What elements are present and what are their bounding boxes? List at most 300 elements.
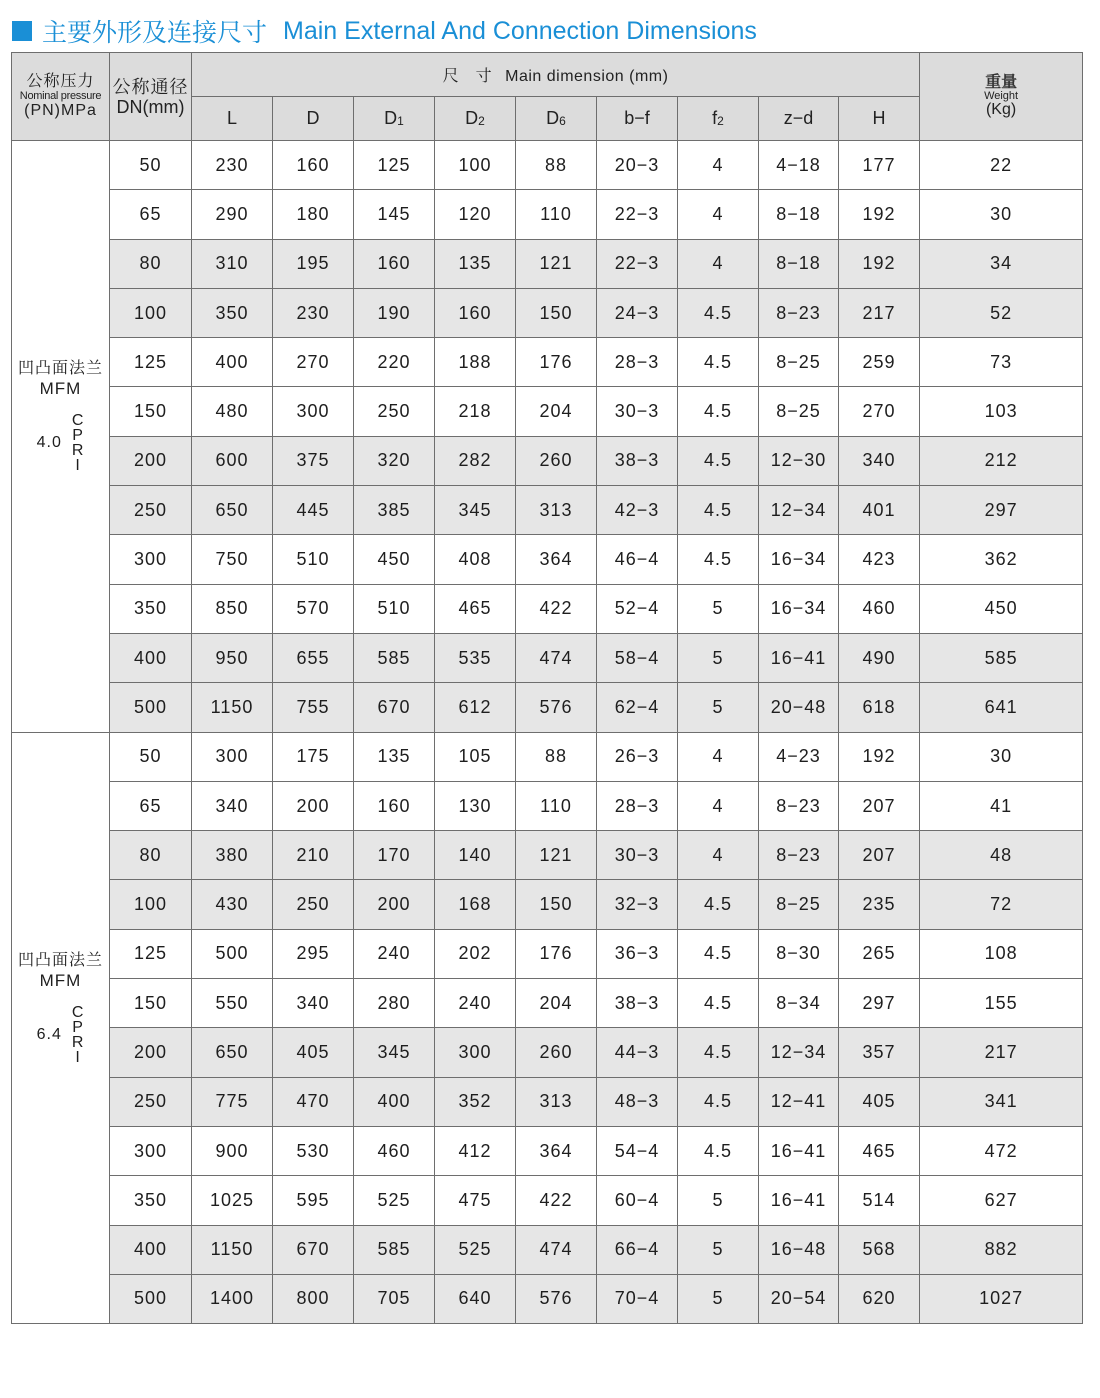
column-header-label: z−d xyxy=(783,108,814,128)
cell-f2: 4.5 xyxy=(678,979,759,1028)
table-row xyxy=(12,1176,1083,1225)
cell-d6: 313 xyxy=(516,486,597,535)
cell-bf: 62−4 xyxy=(597,683,678,732)
table-row xyxy=(12,535,1083,584)
header-pn-en-small: Nominal pressure xyxy=(19,90,102,102)
table-row xyxy=(12,190,1083,239)
cell-zd: 12−34 xyxy=(759,486,839,535)
cell-dn: 125 xyxy=(110,338,192,387)
cell-d6: 150 xyxy=(516,288,597,337)
cell-d1: 525 xyxy=(354,1176,435,1225)
cell-weight: 155 xyxy=(920,979,1083,1028)
cell-h: 265 xyxy=(839,929,920,978)
cell-dn: 250 xyxy=(110,486,192,535)
cell-zd: 16−41 xyxy=(759,1126,839,1175)
table-row xyxy=(12,929,1083,978)
cell-bf: 22−3 xyxy=(597,239,678,288)
cell-d2: 640 xyxy=(435,1274,516,1323)
cell-dn: 80 xyxy=(110,239,192,288)
pressure-group-label xyxy=(12,141,110,733)
cell-d: 160 xyxy=(273,141,354,190)
column-header-subscript: 2 xyxy=(717,114,724,128)
cell-d6: 88 xyxy=(516,141,597,190)
cell-d2: 130 xyxy=(435,781,516,830)
cell-h: 423 xyxy=(839,535,920,584)
cell-h: 618 xyxy=(839,683,920,732)
cell-d: 470 xyxy=(273,1077,354,1126)
cell-dn: 350 xyxy=(110,584,192,633)
cell-d6: 313 xyxy=(516,1077,597,1126)
cell-zd: 8−25 xyxy=(759,387,839,436)
column-header xyxy=(273,97,354,141)
cell-zd: 8−25 xyxy=(759,338,839,387)
table-row xyxy=(12,1225,1083,1274)
cell-l: 850 xyxy=(192,584,273,633)
cell-f2: 4.5 xyxy=(678,288,759,337)
cell-bf: 26−3 xyxy=(597,732,678,781)
cell-dn: 50 xyxy=(110,732,192,781)
cell-d2: 135 xyxy=(435,239,516,288)
cell-d1: 145 xyxy=(354,190,435,239)
cell-d2: 465 xyxy=(435,584,516,633)
standard-letter: I xyxy=(75,457,81,475)
cell-weight: 34 xyxy=(920,239,1083,288)
cell-d1: 345 xyxy=(354,1028,435,1077)
cell-bf: 28−3 xyxy=(597,338,678,387)
column-header-label: D xyxy=(465,108,479,128)
cell-d2: 475 xyxy=(435,1176,516,1225)
cell-d2: 282 xyxy=(435,436,516,485)
column-header xyxy=(192,97,273,141)
standard-letter: I xyxy=(75,1048,81,1066)
cell-d: 570 xyxy=(273,584,354,633)
header-main-dimension xyxy=(192,53,920,97)
cell-d6: 110 xyxy=(516,781,597,830)
cell-h: 357 xyxy=(839,1028,920,1077)
header-dn-cn: 公称通径 xyxy=(112,76,189,97)
cell-d: 405 xyxy=(273,1028,354,1077)
cell-d6: 260 xyxy=(516,436,597,485)
cell-h: 259 xyxy=(839,338,920,387)
cell-f2: 4 xyxy=(678,141,759,190)
cell-weight: 341 xyxy=(920,1077,1083,1126)
cell-h: 620 xyxy=(839,1274,920,1323)
cell-bf: 60−4 xyxy=(597,1176,678,1225)
cell-f2: 4.5 xyxy=(678,436,759,485)
cell-bf: 44−3 xyxy=(597,1028,678,1077)
cell-l: 430 xyxy=(192,880,273,929)
cell-f2: 5 xyxy=(678,1225,759,1274)
cell-bf: 20−3 xyxy=(597,141,678,190)
column-header-label: L xyxy=(226,108,237,128)
cell-weight: 212 xyxy=(920,436,1083,485)
cell-d: 800 xyxy=(273,1274,354,1323)
cell-d6: 176 xyxy=(516,338,597,387)
standard-letter: R xyxy=(71,442,85,460)
header-main-cn: 尺 寸 xyxy=(442,68,493,85)
table-row xyxy=(12,1126,1083,1175)
cell-zd: 12−41 xyxy=(759,1077,839,1126)
cell-l: 950 xyxy=(192,633,273,682)
cell-bf: 66−4 xyxy=(597,1225,678,1274)
table-row xyxy=(12,239,1083,288)
cell-l: 750 xyxy=(192,535,273,584)
cell-l: 310 xyxy=(192,239,273,288)
table-row xyxy=(12,831,1083,880)
standard-letter: C xyxy=(71,412,85,430)
table-row xyxy=(12,436,1083,485)
cell-zd: 8−23 xyxy=(759,781,839,830)
cell-f2: 4.5 xyxy=(678,880,759,929)
cell-zd: 8−30 xyxy=(759,929,839,978)
cell-d: 655 xyxy=(273,633,354,682)
cell-dn: 50 xyxy=(110,141,192,190)
cell-h: 405 xyxy=(839,1077,920,1126)
cell-d2: 345 xyxy=(435,486,516,535)
cell-d1: 125 xyxy=(354,141,435,190)
cell-bf: 30−3 xyxy=(597,831,678,880)
pressure-group-label xyxy=(12,732,110,1324)
column-header-label: H xyxy=(872,108,886,128)
cell-d6: 364 xyxy=(516,535,597,584)
table-row xyxy=(12,979,1083,1028)
cell-d2: 168 xyxy=(435,880,516,929)
header-weight-cn: 重量 xyxy=(985,74,1018,91)
cell-zd: 16−34 xyxy=(759,535,839,584)
header-pn-en: (PN)MPa xyxy=(24,102,97,119)
cell-d2: 240 xyxy=(435,979,516,1028)
column-header xyxy=(516,97,597,141)
cell-h: 192 xyxy=(839,190,920,239)
cell-f2: 4.5 xyxy=(678,1126,759,1175)
cell-h: 177 xyxy=(839,141,920,190)
cell-d: 530 xyxy=(273,1126,354,1175)
cell-d: 595 xyxy=(273,1176,354,1225)
cell-weight: 627 xyxy=(920,1176,1083,1225)
cell-dn: 350 xyxy=(110,1176,192,1225)
cell-d2: 408 xyxy=(435,535,516,584)
cell-f2: 4.5 xyxy=(678,1077,759,1126)
cell-l: 380 xyxy=(192,831,273,880)
cell-f2: 5 xyxy=(678,1176,759,1225)
column-header xyxy=(597,97,678,141)
standard-code xyxy=(72,1005,85,1065)
cell-d2: 105 xyxy=(435,732,516,781)
cell-h: 514 xyxy=(839,1176,920,1225)
cell-d2: 300 xyxy=(435,1028,516,1077)
cell-d: 295 xyxy=(273,929,354,978)
table-row xyxy=(12,1077,1083,1126)
cell-dn: 80 xyxy=(110,831,192,880)
cell-weight: 52 xyxy=(920,288,1083,337)
cell-d6: 576 xyxy=(516,683,597,732)
cell-d2: 140 xyxy=(435,831,516,880)
cell-d6: 422 xyxy=(516,584,597,633)
cell-zd: 8−18 xyxy=(759,190,839,239)
cell-l: 1025 xyxy=(192,1176,273,1225)
flange-type-cn: 凹凸面法兰 xyxy=(17,951,103,969)
cell-f2: 4.5 xyxy=(678,486,759,535)
cell-l: 290 xyxy=(192,190,273,239)
cell-l: 480 xyxy=(192,387,273,436)
cell-d1: 320 xyxy=(354,436,435,485)
cell-f2: 4 xyxy=(678,732,759,781)
cell-bf: 54−4 xyxy=(597,1126,678,1175)
cell-zd: 20−48 xyxy=(759,683,839,732)
cell-d1: 385 xyxy=(354,486,435,535)
cell-d6: 150 xyxy=(516,880,597,929)
cell-zd: 16−41 xyxy=(759,1176,839,1225)
cell-bf: 52−4 xyxy=(597,584,678,633)
cell-weight: 585 xyxy=(920,633,1083,682)
cell-d1: 220 xyxy=(354,338,435,387)
cell-d1: 585 xyxy=(354,633,435,682)
cell-weight: 30 xyxy=(920,190,1083,239)
cell-weight: 641 xyxy=(920,683,1083,732)
cell-f2: 4.5 xyxy=(678,338,759,387)
cell-dn: 125 xyxy=(110,929,192,978)
cell-h: 460 xyxy=(839,584,920,633)
cell-h: 235 xyxy=(839,880,920,929)
table-row xyxy=(12,732,1083,781)
cell-d1: 250 xyxy=(354,387,435,436)
cell-dn: 65 xyxy=(110,190,192,239)
header-main-en: Main dimension (mm) xyxy=(505,68,669,85)
cell-h: 490 xyxy=(839,633,920,682)
cell-f2: 4 xyxy=(678,781,759,830)
cell-d: 300 xyxy=(273,387,354,436)
standard-letter: P xyxy=(72,427,84,445)
cell-h: 192 xyxy=(839,732,920,781)
cell-d1: 190 xyxy=(354,288,435,337)
cell-d: 445 xyxy=(273,486,354,535)
cell-d1: 460 xyxy=(354,1126,435,1175)
standard-letter: P xyxy=(72,1018,84,1036)
cell-f2: 4.5 xyxy=(678,387,759,436)
cell-l: 650 xyxy=(192,486,273,535)
cell-l: 650 xyxy=(192,1028,273,1077)
cell-d6: 364 xyxy=(516,1126,597,1175)
cell-zd: 16−48 xyxy=(759,1225,839,1274)
cell-dn: 300 xyxy=(110,1126,192,1175)
header-weight-en-small: Weight xyxy=(984,90,1019,102)
cell-dn: 100 xyxy=(110,288,192,337)
table-row xyxy=(12,781,1083,830)
cell-d6: 121 xyxy=(516,831,597,880)
cell-bf: 22−3 xyxy=(597,190,678,239)
square-bullet-icon xyxy=(12,21,32,41)
column-header-label: D xyxy=(384,108,398,128)
cell-zd: 8−23 xyxy=(759,831,839,880)
cell-l: 550 xyxy=(192,979,273,1028)
cell-h: 465 xyxy=(839,1126,920,1175)
cell-zd: 8−23 xyxy=(759,288,839,337)
cell-l: 1150 xyxy=(192,683,273,732)
cell-d: 180 xyxy=(273,190,354,239)
cell-d: 755 xyxy=(273,683,354,732)
cell-d6: 576 xyxy=(516,1274,597,1323)
flange-type-cn: 凹凸面法兰 xyxy=(17,360,103,378)
section-title xyxy=(12,14,757,48)
cell-zd: 8−18 xyxy=(759,239,839,288)
cell-dn: 250 xyxy=(110,1077,192,1126)
section-title-en: Main External And Connection Dimensions xyxy=(283,16,757,45)
column-header-label: f xyxy=(712,108,718,128)
pressure-value: 6.4 xyxy=(36,1025,62,1043)
cell-h: 270 xyxy=(839,387,920,436)
cell-weight: 48 xyxy=(920,831,1083,880)
cell-dn: 400 xyxy=(110,1225,192,1274)
cell-d: 200 xyxy=(273,781,354,830)
cell-d1: 160 xyxy=(354,781,435,830)
section-title-cn: 主要外形及连接尺寸 xyxy=(42,19,268,47)
header-nominal-diameter xyxy=(110,53,192,141)
cell-d1: 585 xyxy=(354,1225,435,1274)
cell-d1: 670 xyxy=(354,683,435,732)
cell-d6: 260 xyxy=(516,1028,597,1077)
cell-weight: 41 xyxy=(920,781,1083,830)
header-nominal-pressure xyxy=(12,53,110,141)
table-row xyxy=(12,338,1083,387)
cell-zd: 4−18 xyxy=(759,141,839,190)
cell-f2: 5 xyxy=(678,584,759,633)
cell-h: 192 xyxy=(839,239,920,288)
cell-l: 300 xyxy=(192,732,273,781)
cell-d1: 280 xyxy=(354,979,435,1028)
cell-d6: 474 xyxy=(516,633,597,682)
cell-f2: 5 xyxy=(678,1274,759,1323)
cell-d: 270 xyxy=(273,338,354,387)
cell-d6: 204 xyxy=(516,387,597,436)
cell-f2: 4 xyxy=(678,831,759,880)
table-row xyxy=(12,486,1083,535)
cell-d1: 200 xyxy=(354,880,435,929)
cell-dn: 150 xyxy=(110,387,192,436)
cell-bf: 28−3 xyxy=(597,781,678,830)
cell-bf: 36−3 xyxy=(597,929,678,978)
cell-l: 500 xyxy=(192,929,273,978)
cell-dn: 500 xyxy=(110,683,192,732)
cell-f2: 5 xyxy=(678,683,759,732)
cell-h: 297 xyxy=(839,979,920,1028)
flange-type-en: MFM xyxy=(39,970,82,990)
cell-weight: 72 xyxy=(920,880,1083,929)
cell-dn: 400 xyxy=(110,633,192,682)
cell-dn: 200 xyxy=(110,436,192,485)
cell-weight: 103 xyxy=(920,387,1083,436)
cell-bf: 70−4 xyxy=(597,1274,678,1323)
table-row xyxy=(12,141,1083,190)
cell-d1: 135 xyxy=(354,732,435,781)
cell-zd: 16−41 xyxy=(759,633,839,682)
cell-dn: 200 xyxy=(110,1028,192,1077)
cell-zd: 4−23 xyxy=(759,732,839,781)
cell-h: 207 xyxy=(839,781,920,830)
cell-d2: 535 xyxy=(435,633,516,682)
cell-d: 175 xyxy=(273,732,354,781)
header-pn-cn: 公称压力 xyxy=(26,73,95,90)
cell-bf: 48−3 xyxy=(597,1077,678,1126)
cell-zd: 8−25 xyxy=(759,880,839,929)
cell-d: 250 xyxy=(273,880,354,929)
header-dn-en: DN(mm) xyxy=(116,96,185,117)
cell-d2: 120 xyxy=(435,190,516,239)
pressure-value: 4.0 xyxy=(36,434,62,452)
cell-dn: 150 xyxy=(110,979,192,1028)
cell-l: 400 xyxy=(192,338,273,387)
column-header xyxy=(759,97,839,141)
cell-d1: 450 xyxy=(354,535,435,584)
cell-f2: 4 xyxy=(678,239,759,288)
cell-d2: 202 xyxy=(435,929,516,978)
column-header-subscript: 2 xyxy=(478,114,485,128)
cell-d2: 352 xyxy=(435,1077,516,1126)
cell-l: 900 xyxy=(192,1126,273,1175)
cell-d6: 176 xyxy=(516,929,597,978)
column-header xyxy=(839,97,920,141)
cell-weight: 217 xyxy=(920,1028,1083,1077)
cell-bf: 38−3 xyxy=(597,979,678,1028)
cell-l: 600 xyxy=(192,436,273,485)
cell-d2: 612 xyxy=(435,683,516,732)
cell-l: 775 xyxy=(192,1077,273,1126)
cell-zd: 16−34 xyxy=(759,584,839,633)
table-row xyxy=(12,1274,1083,1323)
dimensions-table xyxy=(11,52,1083,1324)
header-weight xyxy=(920,53,1083,141)
cell-h: 207 xyxy=(839,831,920,880)
table-row xyxy=(12,288,1083,337)
column-header-subscript: 1 xyxy=(397,114,404,128)
cell-f2: 4.5 xyxy=(678,929,759,978)
table-row xyxy=(12,633,1083,682)
cell-l: 340 xyxy=(192,781,273,830)
cell-l: 230 xyxy=(192,141,273,190)
table-row xyxy=(12,880,1083,929)
column-header xyxy=(678,97,759,141)
cell-h: 568 xyxy=(839,1225,920,1274)
table-row xyxy=(12,683,1083,732)
cell-zd: 8−34 xyxy=(759,979,839,1028)
column-header-label: b−f xyxy=(624,108,650,128)
cell-weight: 73 xyxy=(920,338,1083,387)
cell-d: 375 xyxy=(273,436,354,485)
cell-d1: 160 xyxy=(354,239,435,288)
table-row xyxy=(12,584,1083,633)
cell-f2: 4 xyxy=(678,190,759,239)
cell-d2: 160 xyxy=(435,288,516,337)
cell-f2: 4.5 xyxy=(678,1028,759,1077)
cell-f2: 4.5 xyxy=(678,535,759,584)
cell-d6: 110 xyxy=(516,190,597,239)
cell-d2: 100 xyxy=(435,141,516,190)
header-weight-en: (Kg) xyxy=(985,101,1017,118)
cell-h: 401 xyxy=(839,486,920,535)
cell-f2: 5 xyxy=(678,633,759,682)
cell-d: 340 xyxy=(273,979,354,1028)
cell-h: 217 xyxy=(839,288,920,337)
standard-letter: R xyxy=(71,1033,85,1051)
cell-d: 230 xyxy=(273,288,354,337)
cell-bf: 38−3 xyxy=(597,436,678,485)
cell-d2: 188 xyxy=(435,338,516,387)
cell-d1: 400 xyxy=(354,1077,435,1126)
cell-d2: 218 xyxy=(435,387,516,436)
column-header-label: D xyxy=(546,108,560,128)
cell-weight: 882 xyxy=(920,1225,1083,1274)
cell-weight: 22 xyxy=(920,141,1083,190)
column-header xyxy=(435,97,516,141)
